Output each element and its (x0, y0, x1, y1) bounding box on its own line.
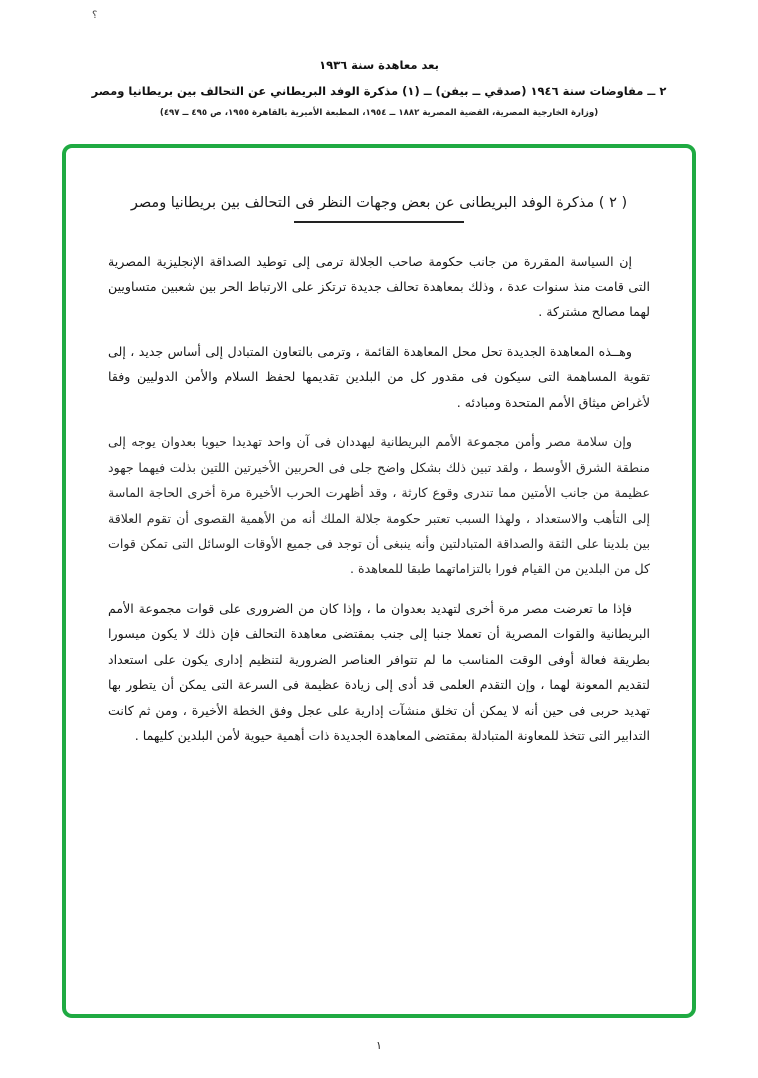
title-underline (294, 221, 464, 222)
document-body (108, 192, 650, 748)
paragraph: وهــذه المعاهدة الجديدة تحل محل المعاهدة القائمة ، وترمى بالتعاون المتبادل إلى أساس جديد ، إلى تقوية المساهمة التى سيكون فى مقدور كل من البلدين تقديمها لحفظ السلام والأمن الدوليين وفقا لأغراض ميثاق الأمم المتحدة ومبادئه . (108, 343, 650, 410)
document-title: ( ٢ ) مذكرة الوفد البريطانى عن بعض وجهات النظر فى التحالف بين بريطانيا ومصر (130, 195, 628, 211)
paragraph: وإن سلامة مصر وأمن مجموعة الأمم البريطانية ليهددان فى آن واحد تهديدا حيويا بعدوان يوجه إلى منطقة الشرق الأوسط ، ولقد تبين ذلك بشكل واضح جلى فى الحربين الأخيرتين اللتين بذلت فيهما جهود عظيمة من جانب الأمتين مما تندرى وقوع كارثة ، وقد أظهرت الحرب الأخيرة مرة أخرى الحاجة الماسة إلى التأهب والاستعداد ، ولهذا السبب تعتبر حكومة جلالة الملك أنه من الأهمية القصوى أن تقوم العلاقة بين بلدينا على الثقة والصداقة المتبادلتين وأنه ينبغى أن توجد فى جميع الأوقات الوسائل التى تمكن قوات كل من البلدين من القيام فورا بالتزاماتهما طبقا للمعاهدة . (108, 434, 650, 577)
paragraph: إن السياسة المقررة من جانب حكومة صاحب الجلالة ترمى إلى توطيد الصداقة الإنجليزية المصرية التى قامت منذ سنوات عدة ، وذلك بمعاهدة تحالف جديدة ترتكز على الارتباط الحر بين شعبين متساويين لهما مصالح مشتركة . (108, 253, 650, 320)
document-frame (62, 144, 696, 1018)
document-header (0, 58, 758, 118)
header-era-line: بعد معاهدة سنة ١٩٣٦ (319, 58, 439, 72)
corner-mark: ؟ (92, 10, 98, 21)
page-number: ١ (376, 1039, 382, 1052)
paragraph: فإذا ما تعرضت مصر مرة أخرى لتهديد بعدوان ما ، وإذا كان من الضرورى على قوات مجموعة الأمم البريطانية والقوات المصرية أن تعملا جنبا إلى جنب بمقتضى معاهدة التحالف فإن ذلك لا يكون ميسورا بطريقة فعالة أوفى الوقت المناسب ما لم تتوافر العناصر الضرورية لتنظيم إدارى يكون على استعداد لتقديم المعونة لهما ، وإن التقدم العلمى قد أدى إلى زيادة عظيمة فى السرعة التى يمكن أن يتطور بها تهديد حربى فى حين أنه لا يمكن أن تخلق منشآت إدارية على عجل وفق الخطة الأخيرة ، ومن ثم كانت التدابير التى تتخذ للمعاونة المتبادلة بمقتضى المعاهدة الجديدة ذات أهمية حيوية لأمن البلدين كليهما . (108, 600, 650, 744)
header-section-line: ٢ ــ مفاوضات سنة ١٩٤٦ (صدقي ــ بيفن) ــ (١) مذكرة الوفد البريطاني عن التحالف بين بريطانيا ومصر (91, 84, 667, 98)
header-source-citation: (وزارة الخارجية المصرية، القضية المصرية ١٨٨٢ ــ ١٩٥٤، المطبعة الأميرية بالقاهرة ١٩٥٥، ص ٤٩٥ ــ ٤٩٧) (159, 108, 599, 118)
